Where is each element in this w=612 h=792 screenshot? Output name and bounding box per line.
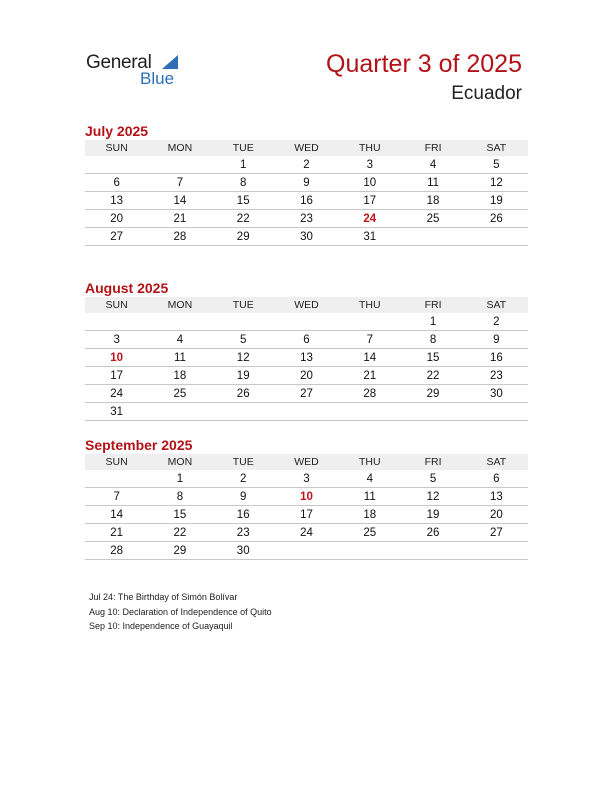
- week-row: [85, 470, 528, 488]
- empty-day-cell: [85, 156, 148, 174]
- day-cell: 10: [85, 349, 148, 367]
- day-cell: 15: [401, 349, 464, 367]
- day-cell: 23: [465, 367, 528, 385]
- empty-day-cell: [148, 403, 211, 421]
- empty-day-cell: [465, 403, 528, 421]
- day-cell: 1: [148, 470, 211, 488]
- day-cell: 30: [212, 542, 275, 560]
- empty-day-cell: [275, 542, 338, 560]
- day-cell: 1: [401, 313, 464, 331]
- day-cell: 19: [465, 192, 528, 210]
- week-row: [85, 385, 528, 403]
- day-cell: 22: [212, 210, 275, 228]
- day-cell: 10: [275, 488, 338, 506]
- day-cell: 29: [401, 385, 464, 403]
- day-cell: 11: [401, 174, 464, 192]
- holiday-notes: [89, 590, 272, 634]
- weekday-label: TUE: [212, 140, 275, 156]
- day-cell: 16: [465, 349, 528, 367]
- empty-day-cell: [401, 228, 464, 246]
- day-cell: 21: [85, 524, 148, 542]
- weekday-label: TUE: [212, 454, 275, 470]
- day-cell: 26: [401, 524, 464, 542]
- month-title: August 2025: [85, 280, 169, 296]
- day-cell: 7: [148, 174, 211, 192]
- empty-day-cell: [212, 313, 275, 331]
- day-cell: 2: [212, 470, 275, 488]
- empty-day-cell: [275, 403, 338, 421]
- day-cell: 5: [212, 331, 275, 349]
- day-cell: 19: [212, 367, 275, 385]
- day-cell: 12: [465, 174, 528, 192]
- day-cell: 22: [401, 367, 464, 385]
- day-cell: 23: [275, 210, 338, 228]
- week-row: [85, 542, 528, 560]
- day-cell: 2: [275, 156, 338, 174]
- day-cell: 14: [338, 349, 401, 367]
- day-cell: 7: [338, 331, 401, 349]
- day-cell: 25: [148, 385, 211, 403]
- day-cell: 27: [465, 524, 528, 542]
- weekday-label: MON: [148, 297, 211, 313]
- week-row: [85, 313, 528, 331]
- day-cell: 8: [148, 488, 211, 506]
- day-cell: 8: [212, 174, 275, 192]
- week-row: [85, 524, 528, 542]
- day-cell: 21: [338, 367, 401, 385]
- weekday-header-row: [85, 140, 528, 156]
- month-title: September 2025: [85, 437, 193, 453]
- day-cell: 29: [212, 228, 275, 246]
- day-cell: 24: [275, 524, 338, 542]
- day-cell: 28: [338, 385, 401, 403]
- day-cell: 3: [338, 156, 401, 174]
- day-cell: 1: [212, 156, 275, 174]
- day-cell: 6: [465, 470, 528, 488]
- weekday-label: WED: [275, 140, 338, 156]
- month-title: July 2025: [85, 123, 149, 139]
- day-cell: 25: [338, 524, 401, 542]
- day-cell: 11: [338, 488, 401, 506]
- weekday-label: WED: [275, 454, 338, 470]
- weekday-label: SAT: [465, 140, 528, 156]
- day-cell: 7: [85, 488, 148, 506]
- day-cell: 22: [148, 524, 211, 542]
- day-cell: 26: [212, 385, 275, 403]
- day-cell: 18: [338, 506, 401, 524]
- day-cell: 15: [148, 506, 211, 524]
- day-cell: 31: [85, 403, 148, 421]
- holiday-note: Jul 24: The Birthday of Simón Bolívar: [89, 592, 238, 602]
- day-cell: 20: [465, 506, 528, 524]
- day-cell: 5: [465, 156, 528, 174]
- calendar-table: [85, 140, 528, 246]
- empty-day-cell: [338, 542, 401, 560]
- logo-word-blue: Blue: [140, 69, 175, 88]
- day-cell: 17: [275, 506, 338, 524]
- day-cell: 2: [465, 313, 528, 331]
- holiday-note: Sep 10: Independence of Guayaquil: [89, 621, 233, 632]
- weekday-label: MON: [148, 454, 211, 470]
- day-cell: 10: [338, 174, 401, 192]
- empty-day-cell: [275, 313, 338, 331]
- day-cell: 13: [465, 488, 528, 506]
- logo-triangle-icon: [162, 55, 178, 69]
- empty-day-cell: [148, 313, 211, 331]
- day-cell: 9: [465, 331, 528, 349]
- weekday-label: THU: [338, 297, 401, 313]
- day-cell: 17: [85, 367, 148, 385]
- empty-day-cell: [85, 470, 148, 488]
- day-cell: 9: [275, 174, 338, 192]
- week-row: [85, 506, 528, 524]
- day-cell: 25: [401, 210, 464, 228]
- day-cell: 27: [85, 228, 148, 246]
- day-cell: 8: [401, 331, 464, 349]
- day-cell: 17: [338, 192, 401, 210]
- week-row: [85, 331, 528, 349]
- day-cell: 26: [465, 210, 528, 228]
- weekday-label: FRI: [401, 297, 464, 313]
- weekday-header-row: [85, 454, 528, 470]
- logo-word-general: General: [86, 52, 152, 73]
- day-cell: 21: [148, 210, 211, 228]
- month-september: [85, 437, 528, 560]
- weekday-label: THU: [338, 140, 401, 156]
- week-row: [85, 174, 528, 192]
- empty-day-cell: [338, 403, 401, 421]
- weekday-label: TUE: [212, 297, 275, 313]
- quarter-title: Quarter 3 of 2025: [326, 50, 522, 78]
- day-cell: 18: [401, 192, 464, 210]
- day-cell: 14: [85, 506, 148, 524]
- weekday-label: FRI: [401, 454, 464, 470]
- day-cell: 6: [275, 331, 338, 349]
- day-cell: 5: [401, 470, 464, 488]
- day-cell: 19: [401, 506, 464, 524]
- day-cell: 4: [338, 470, 401, 488]
- day-cell: 4: [401, 156, 464, 174]
- weekday-label: SAT: [465, 297, 528, 313]
- day-cell: 29: [148, 542, 211, 560]
- day-cell: 16: [275, 192, 338, 210]
- day-cell: 27: [275, 385, 338, 403]
- day-cell: 13: [275, 349, 338, 367]
- day-cell: 24: [338, 210, 401, 228]
- holiday-note: Aug 10: Declaration of Independence of Quito: [89, 606, 272, 617]
- empty-day-cell: [465, 542, 528, 560]
- day-cell: 12: [401, 488, 464, 506]
- country-name: Ecuador: [451, 83, 522, 104]
- day-cell: 28: [148, 228, 211, 246]
- day-cell: 3: [275, 470, 338, 488]
- week-row: [85, 192, 528, 210]
- calendar-table: [85, 297, 528, 421]
- day-cell: 20: [275, 367, 338, 385]
- weekday-label: SAT: [465, 454, 528, 470]
- day-cell: 15: [212, 192, 275, 210]
- day-cell: 24: [85, 385, 148, 403]
- weekday-label: FRI: [401, 140, 464, 156]
- day-cell: 12: [212, 349, 275, 367]
- week-row: [85, 349, 528, 367]
- day-cell: 20: [85, 210, 148, 228]
- day-cell: 4: [148, 331, 211, 349]
- general-blue-logo: [86, 52, 196, 92]
- week-row: [85, 156, 528, 174]
- empty-day-cell: [401, 403, 464, 421]
- day-cell: 13: [85, 192, 148, 210]
- month-july: [85, 123, 528, 246]
- week-row: [85, 367, 528, 385]
- day-cell: 18: [148, 367, 211, 385]
- week-row: [85, 403, 528, 421]
- day-cell: 3: [85, 331, 148, 349]
- weekday-label: WED: [275, 297, 338, 313]
- day-cell: 30: [275, 228, 338, 246]
- day-cell: 16: [212, 506, 275, 524]
- day-cell: 31: [338, 228, 401, 246]
- empty-day-cell: [338, 313, 401, 331]
- empty-day-cell: [401, 542, 464, 560]
- empty-day-cell: [85, 313, 148, 331]
- weekday-header-row: [85, 297, 528, 313]
- day-cell: 14: [148, 192, 211, 210]
- weekday-label: SUN: [85, 297, 148, 313]
- calendar-table: [85, 454, 528, 560]
- weekday-label: MON: [148, 140, 211, 156]
- week-row: [85, 210, 528, 228]
- day-cell: 6: [85, 174, 148, 192]
- empty-day-cell: [148, 156, 211, 174]
- weekday-label: SUN: [85, 140, 148, 156]
- day-cell: 30: [465, 385, 528, 403]
- empty-day-cell: [465, 228, 528, 246]
- day-cell: 23: [212, 524, 275, 542]
- day-cell: 9: [212, 488, 275, 506]
- weekday-label: THU: [338, 454, 401, 470]
- weekday-label: SUN: [85, 454, 148, 470]
- week-row: [85, 488, 528, 506]
- day-cell: 11: [148, 349, 211, 367]
- day-cell: 28: [85, 542, 148, 560]
- week-row: [85, 228, 528, 246]
- empty-day-cell: [212, 403, 275, 421]
- month-august: [85, 280, 528, 421]
